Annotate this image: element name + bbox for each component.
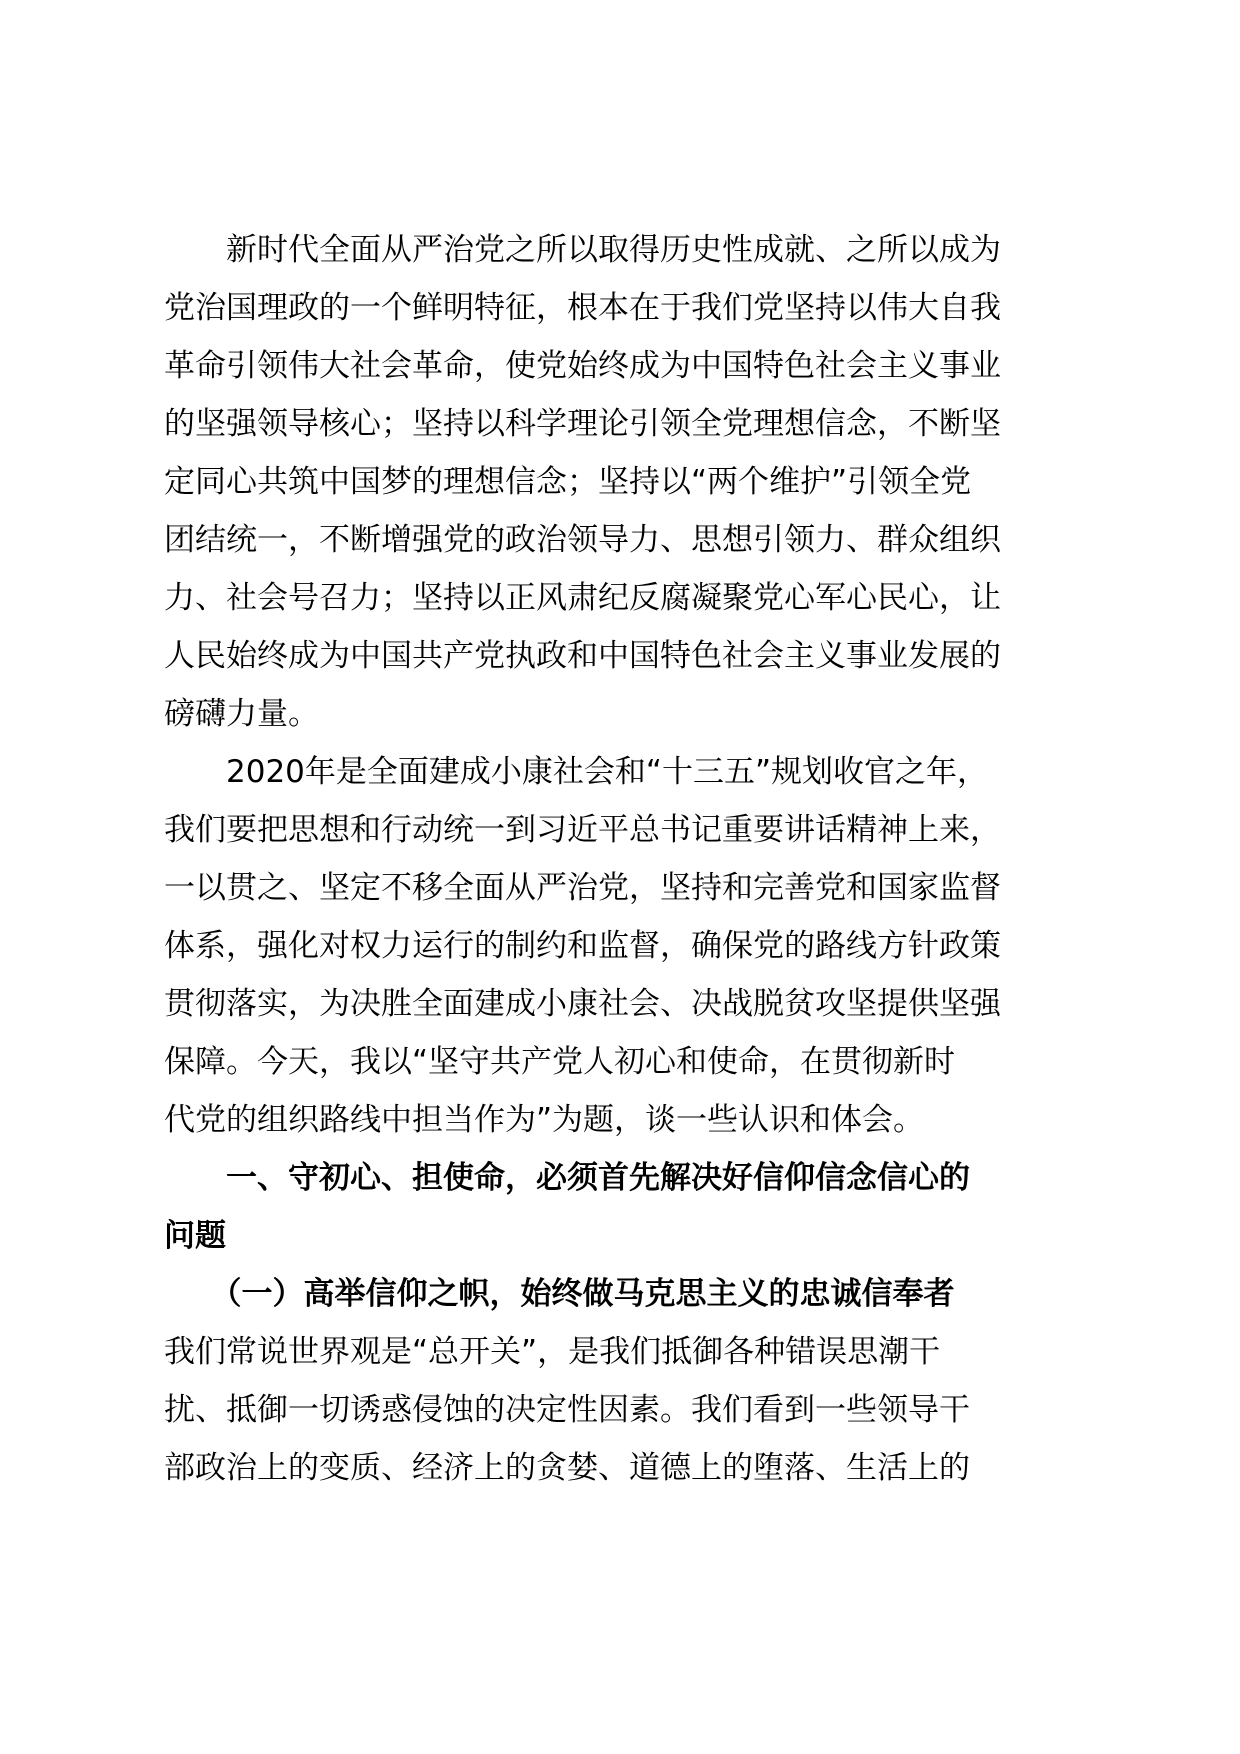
text-line: 扰、抵御一切诱惑侵蚀的决定性因素。我们看到一些领导干 [164,1392,970,1428]
text-line: 革命引领伟大社会革命，使党始终成为中国特色社会主义事业 [164,348,1001,384]
text-line: 磅礴力量。 [164,696,319,732]
paragraph-worldview [164,1323,1104,1497]
text-line: 力、社会号召力；坚持以正风肃纪反腐凝聚党心军心民心，让 [164,580,1001,616]
text-line: 2020年是全面建成小康社会和“十三五”规划收官之年， [164,754,989,790]
subsection-heading [164,1265,1104,1323]
text-line: 部政治上的变质、经济上的贪婪、道德上的堕落、生活上的 [164,1450,970,1486]
text-line: 一以贯之、坚定不移全面从严治党，坚持和完善党和国家监督 [164,870,1001,906]
document-body [164,221,1104,1497]
text-line: 定同心共筑中国梦的理想信念；坚持以“两个维护”引领全党 [164,464,972,500]
text-line: 新时代全面从严治党之所以取得历史性成就、之所以成为 [164,232,1001,268]
subheading-line: （一）高举信仰之帜，始终做马克思主义的忠诚信奉者 [164,1276,955,1312]
text-line: 的坚强领导核心；坚持以科学理论引领全党理想信念，不断坚 [164,406,1001,442]
text-line: 保障。今天，我以“坚守共产党人初心和使命，在贯彻新时 [164,1044,956,1080]
paragraph-2020-goals [164,743,1104,1149]
text-line: 人民始终成为中国共产党执政和中国特色社会主义事业发展的 [164,638,1001,674]
text-line: 党治国理政的一个鲜明特征，根本在于我们党坚持以伟大自我 [164,290,1001,326]
text-line: 体系，强化对权力运行的制约和监督，确保党的路线方针政策 [164,928,1001,964]
heading-line: 一、守初心、担使命，必须首先解决好信仰信念信心的 [164,1160,970,1196]
text-line: 代党的组织路线中担当作为”为题，谈一些认识和体会。 [164,1102,925,1138]
paragraph-achievements [164,221,1104,743]
text-line: 团结统一，不断增强党的政治领导力、思想引领力、群众组织 [164,522,1001,558]
text-line: 我们要把思想和行动统一到习近平总书记重要讲话精神上来， [164,812,1001,848]
heading-line: 问题 [164,1218,226,1254]
section-heading [164,1149,1104,1265]
text-line: 我们常说世界观是“总开关”，是我们抵御各种错误思潮干 [164,1334,941,1370]
text-line: 贯彻落实，为决胜全面建成小康社会、决战脱贫攻坚提供坚强 [164,986,1001,1022]
